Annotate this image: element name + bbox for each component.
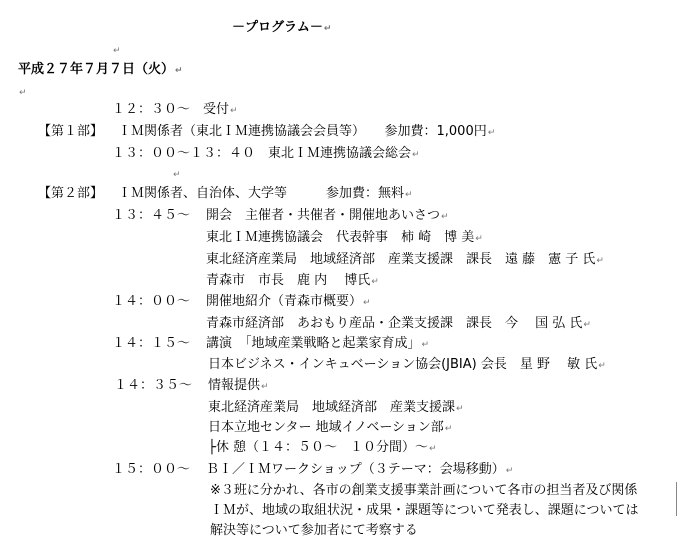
blank-line: ↵ — [173, 170, 181, 180]
opening-speaker-2: 東北経済産業局 地域経済部 産業支援課 課長 遠 藤 憲 子 氏↵ — [206, 252, 604, 267]
intro-speaker: 青森市経済部 あおもり産品・企業支援課 課長 今 国 弘 氏↵ — [206, 316, 591, 331]
workshop-time: １５：００～ — [112, 462, 191, 477]
info-org-2: 日本立地センター 地域イノベーション部↵ — [208, 420, 453, 435]
intro-text: 開催地紹介（青森市概要）↵ — [206, 294, 371, 309]
lecture-time: １４：１５～ — [112, 336, 191, 351]
opening-time: １３：４５～ — [112, 208, 191, 223]
opening-speaker-3: 青森市 市長 鹿 内 博氏↵ — [206, 273, 379, 288]
workshop-text: ＢＩ／ＩＭワークショップ（３テーマ：会場移動）↵ — [206, 462, 514, 477]
reception-line: １２：３０～ 受付↵ — [112, 102, 238, 117]
workshop-note-3: 解決等について参加者にて考察する — [210, 523, 418, 538]
intro-time: １４：００～ — [112, 294, 191, 309]
opening-speaker-1: 東北ＩＭ連携協議会 代表幹事 柿 崎 博 美↵ — [206, 230, 483, 245]
info-org-1: 東北経済産業局 地域経済部 産業支援課↵ — [208, 400, 464, 415]
lecture-text: 講演 「地域産業戦略と起業家育成」↵ — [206, 336, 430, 351]
part1-description: ＩＭ関係者（東北ＩＭ連携協議会会員等） 参加費：1,000円↵ — [118, 124, 496, 139]
part2-description: ＩＭ関係者、自治体、大学等 参加費：無料↵ — [118, 186, 413, 201]
blank-line: ↵ — [113, 46, 121, 56]
part1-label: 【第１部】 — [38, 124, 104, 139]
workshop-note-1: ※３班に分かれ、各市の創業支援事業計画について各市の担当者及び関係 — [210, 483, 638, 498]
part2-label: 【第２部】 — [38, 186, 104, 201]
blank-line: ↵ — [19, 88, 27, 98]
opening-text: 開会 主催者・共催者・開催地あいさつ↵ — [206, 208, 449, 223]
workshop-note-2: ＩＭが、地域の取組状況・成果・課題等について発表し、課題については — [210, 503, 639, 518]
info-time: １４：３５～ — [114, 378, 193, 393]
lecturer: 日本ビジネス・インキュベーション協会(JBIA) 会長 星 野 敏 氏↵ — [208, 357, 606, 372]
program-title: －プログラム－↵ — [232, 20, 332, 35]
break-line: ├休 憩（１４：５０～ １０分間）～↵ — [208, 440, 437, 455]
event-date: 平成２７年７月７日（火）↵ — [18, 62, 183, 77]
text-boundary-line — [676, 482, 677, 516]
info-text: 情報提供↵ — [208, 378, 269, 393]
part1-time: １３：００～１３：４０ 東北ＩＭ連携協議会総会↵ — [112, 146, 420, 161]
